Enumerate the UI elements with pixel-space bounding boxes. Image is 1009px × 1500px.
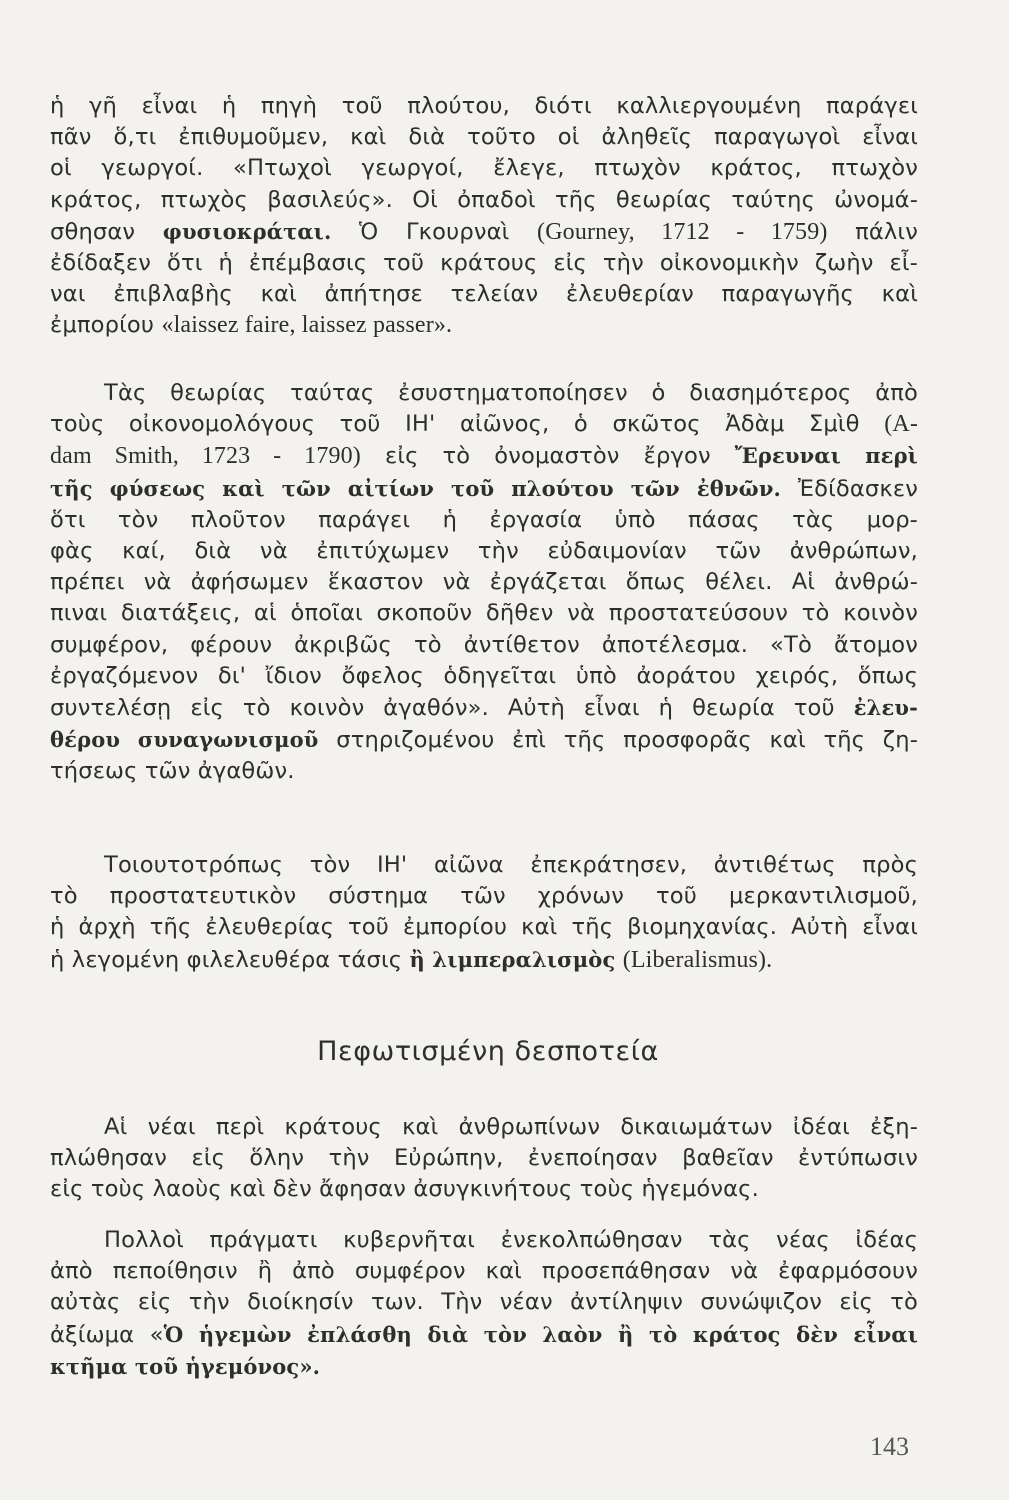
text-line: [50, 692, 918, 724]
maxim-quote: Ὁ ἡγεμὼν ἐπλάσθη διὰ τὸν λαὸν ἢ τὸ κράτος δὲν εἶναι: [163, 1321, 919, 1347]
text-line: Τοιουτοτρόπως τὸν ΙΗ' αἰῶνα ἐπεκράτησεν, ἀντιθέτως πρὸς: [104, 852, 918, 878]
term-free-competition: θέρου συναγωνισμοῦ: [50, 727, 319, 753]
text-span: Ἐδίδασκεν: [797, 475, 918, 502]
paragraph-enlightened-rulers: [50, 1225, 918, 1382]
text-span: (Gourney, 1712 - 1759): [537, 218, 828, 245]
text-line: αὐτὰς εἰς τὴν διοίκησίν των. Τὴν νέαν ἀντίληψιν συνώψιζον εἰς τὸ: [50, 1289, 918, 1316]
term-liberalism: ἢ λιμπεραλισμὸς: [409, 946, 616, 972]
text-line: φὰς καί, διὰ νὰ ἐπιτύχωμεν τὴν εὐδαιμονίαν τῶν ἀνθρώπων,: [50, 538, 918, 565]
text-line: [50, 724, 918, 756]
text-line: [50, 409, 918, 440]
text-span: πάλιν: [855, 218, 918, 245]
text-line: τήσεως τῶν ἀγαθῶν.: [50, 758, 295, 785]
page-number: 143: [870, 1432, 909, 1461]
paragraph-liberalism: [50, 850, 918, 976]
text-line: [50, 310, 918, 341]
text-span: τοὺς οἰκονομολόγους τοῦ ΙΗ' αἰῶνος, ὁ σκῶτος Ἀδὰμ Σμὶθ: [50, 411, 860, 438]
book-title: Ἔρευναι περὶ: [734, 443, 918, 469]
maxim-quote: κτῆμα τοῦ ἡγεμόνος».: [50, 1353, 321, 1379]
term-physiocrats: φυσιοκράται.: [162, 218, 332, 244]
text-span: εἰς τὸ ὀνομαστὸν ἔργον: [384, 443, 711, 470]
text-line: εἰς τοὺς λαοὺς καὶ δὲν ἄφησαν ἀσυγκινήτους τοὺς ἡγεμόνας.: [50, 1176, 759, 1203]
text-span: σθησαν: [50, 218, 136, 245]
text-line: [50, 473, 918, 505]
text-span: συντελέσῃ εἰς τὸ κοινὸν ἀγαθόν». Αὐτὴ εἶναι ἡ θεωρία τοῦ: [50, 695, 835, 722]
text-span: ἐμπορίου: [50, 312, 155, 339]
text-line: Πολλοὶ πράγματι κυβερνῆται ἐνεκολπώθησαν τὰς νέας ἰδέας: [104, 1227, 918, 1253]
text-line: ναι ἐπιβλαβὴς καὶ ἀπήτησε τελείαν ἐλευθερίαν παραγωγῆς καὶ: [50, 281, 918, 308]
text-span: «laissez faire, laissez passer».: [161, 312, 453, 339]
text-line: Αἱ νέαι περὶ κράτους καὶ ἀνθρωπίνων δικαιωμάτων ἰδέαι ἐξη-: [104, 1114, 918, 1140]
text-span: ἀξίωμα «: [50, 1321, 164, 1348]
book-title: τῆς φύσεως καὶ τῶν αἰτίων τοῦ πλούτου τῶν ἐθνῶν.: [50, 475, 781, 501]
paragraph-new-ideas: [50, 1112, 918, 1206]
text-line: ὅτι τὸν πλοῦτον παράγει ἡ ἐργασία ὑπὸ πάσας τὰς μορ-: [50, 506, 918, 533]
text-span: ἡ λεγομένη φιλελευθέρα τάσις: [50, 946, 403, 973]
text-line: οἱ γεωργοί. «Πτωχοὶ γεωργοί, ἔλεγε, πτωχὸν κράτος, πτωχὸν: [50, 155, 918, 182]
text-line: [50, 440, 918, 472]
text-line: ἡ ἀρχὴ τῆς ἐλευθερίας τοῦ ἐμπορίου καὶ τῆς βιομηχανίας. Αὐτὴ εἶναι: [50, 914, 918, 941]
text-line: ἡ γῆ εἶναι ἡ πηγὴ τοῦ πλούτου, διότι καλλιεργουμένη παράγει: [50, 93, 918, 119]
text-line: πλώθησαν εἰς ὅλην τὴν Εὐρώπην, ἐνεποίησαν βαθεῖαν ἐντύπωσιν: [50, 1145, 918, 1172]
section-heading: Πεφωτισμένη δεσποτεία: [317, 1036, 659, 1067]
text-line: πρέπει νὰ ἀφήσωμεν ἕκαστον νὰ ἐργάζεται ὅπως θέλει. Αἱ ἀνθρώ-: [50, 569, 918, 596]
text-line: [50, 216, 918, 248]
text-span: Ὁ Γκουρναὶ: [359, 218, 510, 245]
text-span: στηριζομένου ἐπὶ τῆς προσφορᾶς καὶ τῆς ζη-: [336, 727, 919, 754]
text-line: [50, 1319, 918, 1351]
text-line: πιναι διατάξεις, αἱ ὁποῖαι σκοποῦν δῆθεν νὰ προστατεύσουν τὸ κοινὸν: [50, 600, 918, 627]
text-line: κράτος, πτωχὸς βασιλεύς». Οἱ ὀπαδοὶ τῆς θεωρίας ταύτης ὠνομά-: [50, 186, 918, 213]
term-free-competition: ἐλευ-: [853, 695, 918, 721]
text-line: πᾶν ὅ,τι ἐπιθυμοῦμεν, καὶ διὰ τοῦτο οἱ ἀληθεῖς παραγωγοὶ εἶναι: [50, 124, 918, 151]
paragraph-physiocrats: [50, 91, 918, 348]
text-line: Τὰς θεωρίας ταύτας ἐσυστηματοποίησεν ὁ διασημότερος ἀπὸ: [104, 380, 918, 406]
text-line: [50, 944, 918, 976]
text-line: ἐργαζόμενον δι' ἴδιον ὄφελος ὁδηγεῖται ὑπὸ ἀοράτου χειρός, ὅπως: [50, 662, 918, 689]
text-span: (Liberalismus).: [622, 946, 773, 973]
text-line: συμφέρον, φέρουν ἀκριβῶς τὸ ἀντίθετον ἀποτέλεσμα. «Τὸ ἄτομον: [50, 631, 918, 658]
text-span: dam Smith, 1723 - 1790): [50, 443, 361, 470]
text-span: (A-: [884, 411, 918, 438]
text-line: τὸ προστατευτικὸν σύστημα τῶν χρόνων τοῦ μερκαντιλισμοῦ,: [50, 883, 918, 910]
paragraph-adam-smith: [50, 378, 918, 788]
text-line: ἀπὸ πεποίθησιν ἢ ἀπὸ συμφέρον καὶ προσεπάθησαν νὰ ἐφαρμόσουν: [50, 1258, 918, 1285]
text-line: ἐδίδαξεν ὅτι ἡ ἐπέμβασις τοῦ κράτους εἰς τὴν οἰκονομικὴν ζωὴν εἶ-: [50, 250, 918, 277]
